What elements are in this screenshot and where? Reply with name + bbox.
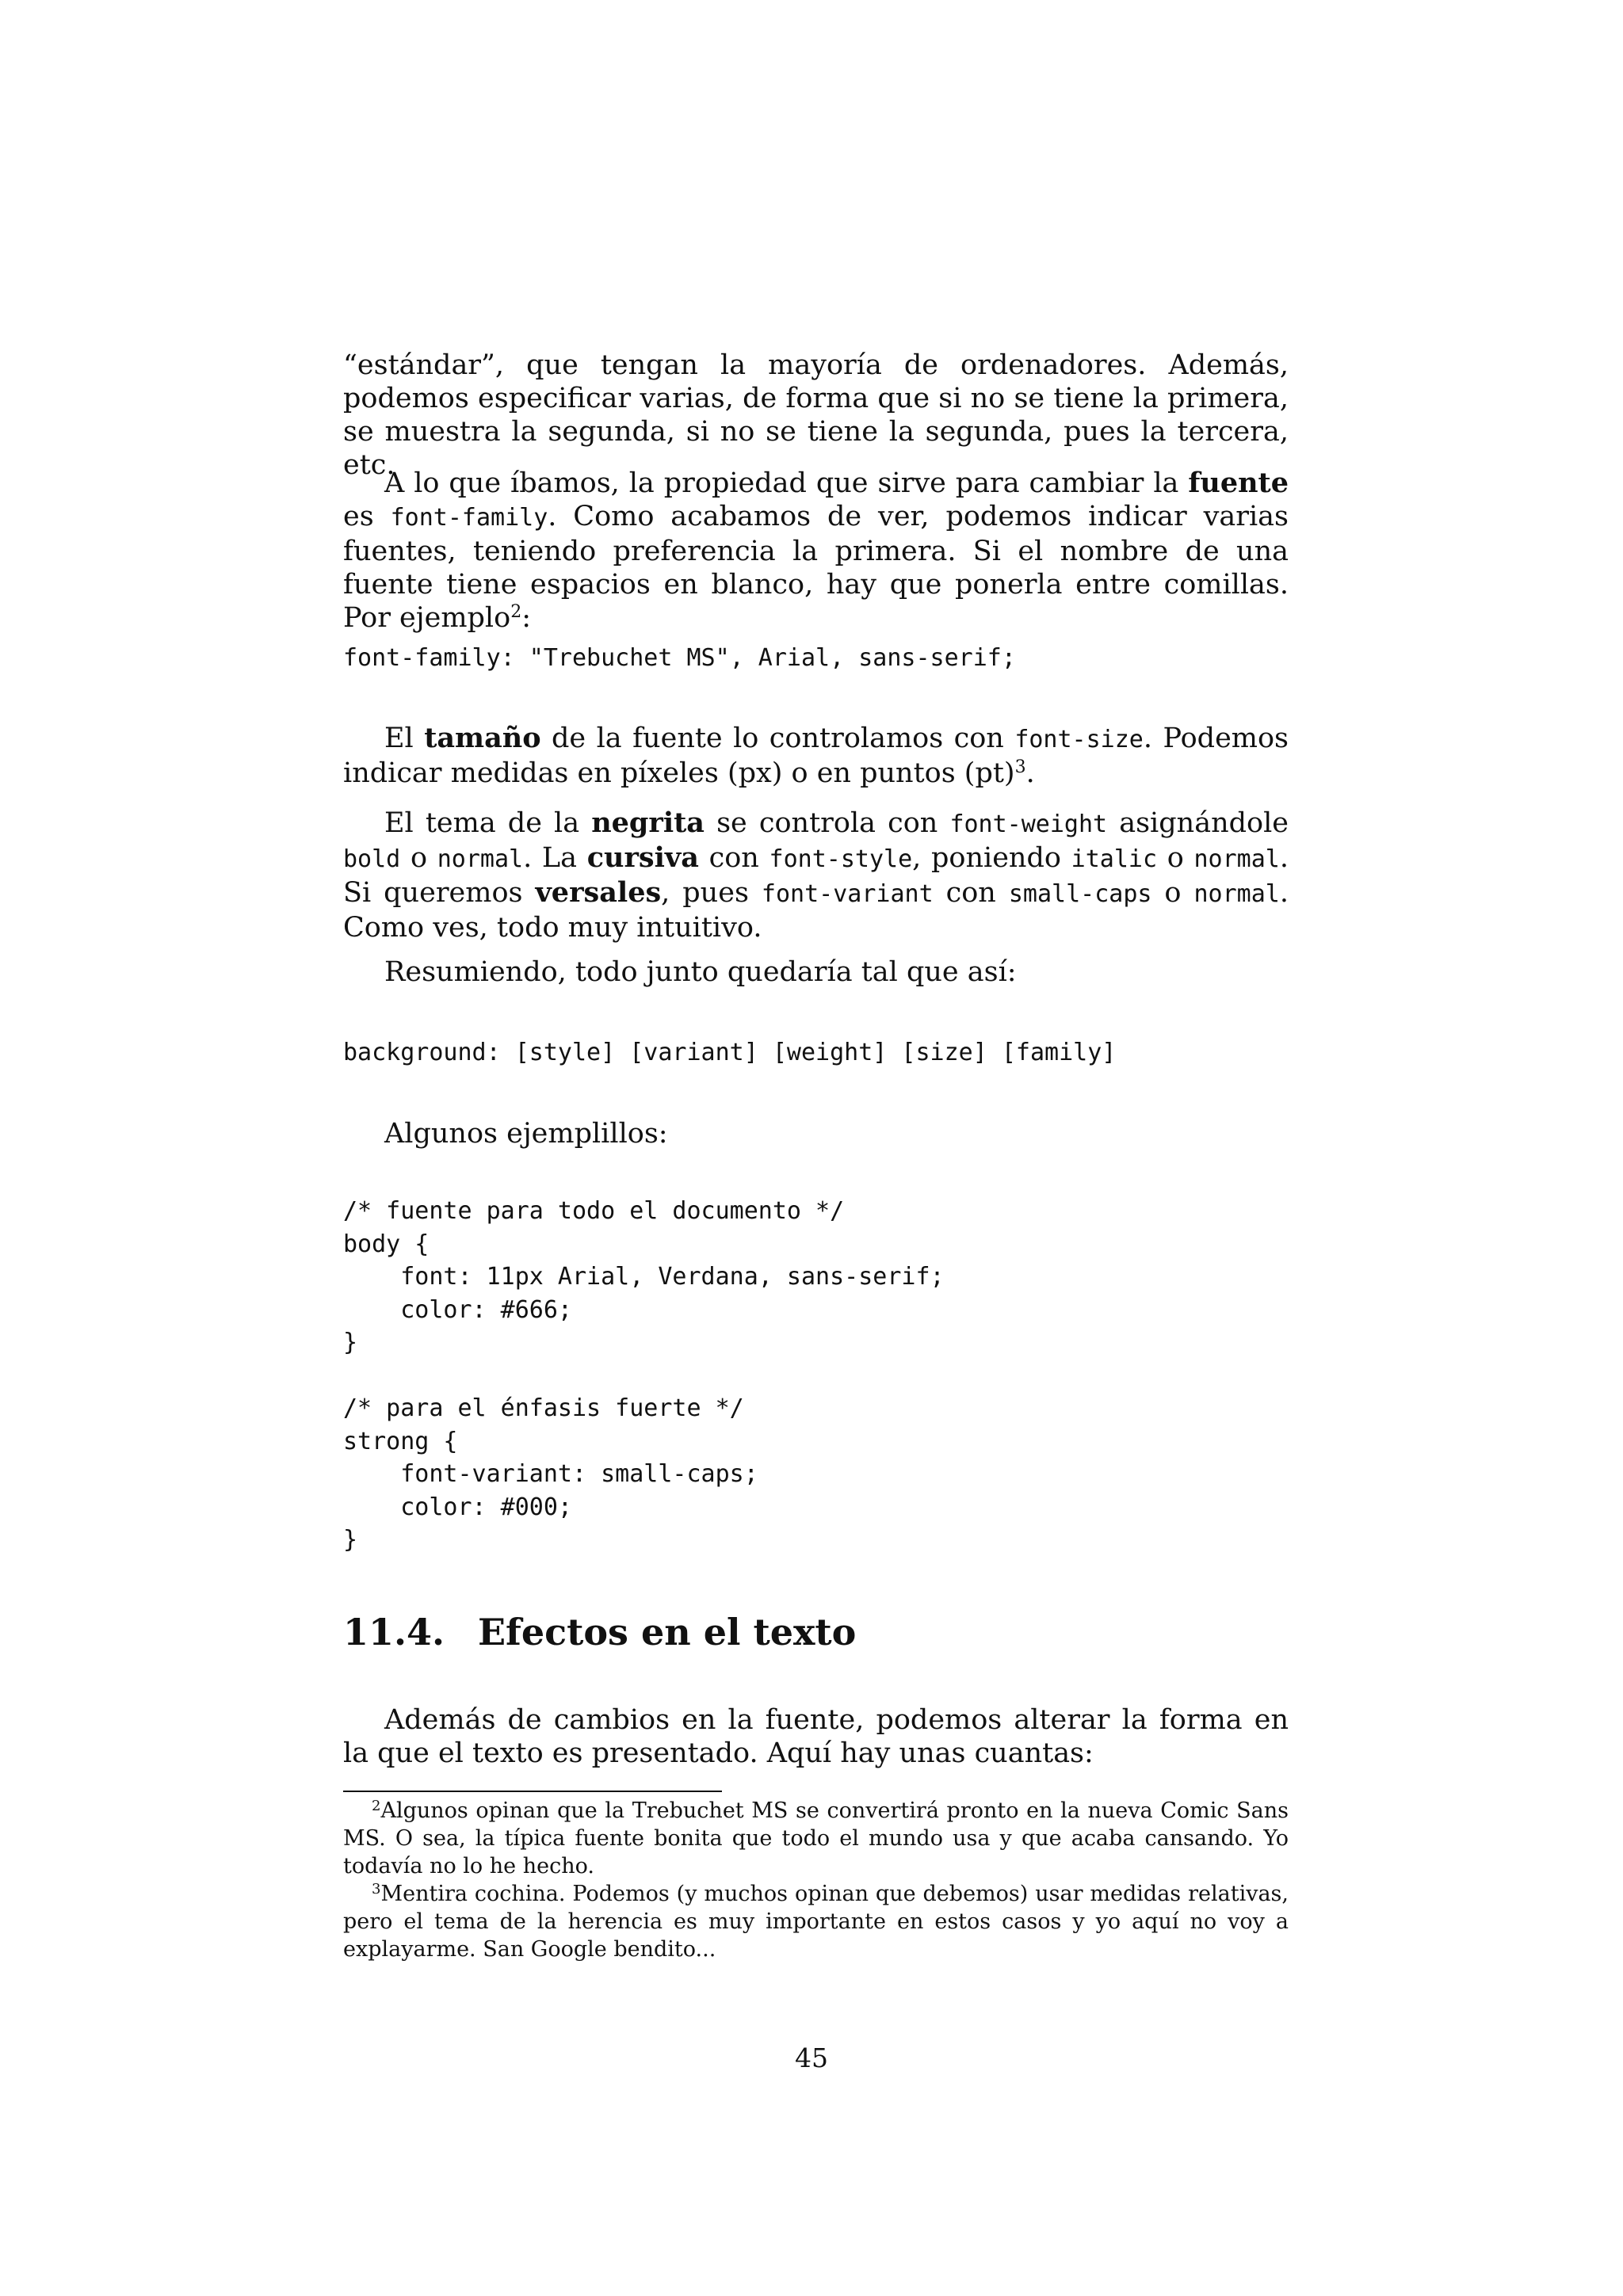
bold-term: versales — [535, 876, 662, 909]
page-number: 45 — [795, 2042, 828, 2073]
paragraph-text — [343, 807, 1289, 944]
paragraph-text: Resumiendo, todo junto quedaría tal que así: — [384, 956, 1017, 988]
text-run: de la fuente lo controlamos con — [540, 723, 1015, 754]
footnote-reference: 2 — [510, 602, 522, 622]
paragraph-text: Algunos ejemplillos: — [384, 1118, 668, 1150]
section-title: Efectos en el texto — [478, 1611, 857, 1653]
inline-code: normal — [1193, 845, 1280, 873]
text-run: . Si queremos — [343, 842, 1289, 909]
paragraph-text: “estándar”, que tengan la mayoría de ordenadores. Además, podemos especificar varias, de forma que si no se tiene la primera, se muestra la segunda, si no se tiene la segunda, pues la tercera, etc. — [343, 349, 1289, 481]
text-run: o — [400, 842, 437, 874]
text-run: , poniendo — [912, 842, 1071, 874]
text-run: o — [1151, 877, 1194, 909]
inline-code: font-weight — [949, 810, 1108, 838]
text-run: es — [343, 501, 391, 532]
bold-term: tamaño — [424, 722, 541, 754]
footnote-text: Mentira cochina. Podemos (y muchos opinan que debemos) usar medidas relativas, pero el tema de la herencia es muy importante en estos casos y yo aquí no voy a explayarme. San Google bendito... — [343, 1882, 1289, 1962]
text-run: con — [698, 842, 769, 874]
paragraph-examples — [343, 1117, 1289, 1150]
inline-code: italic — [1071, 845, 1158, 873]
footnote-text: Algunos opinan que la Trebuchet MS se convertirá pronto en la nueva Comic Sans MS. O sea, la típica fuente bonita que todo el mundo usa y que acaba cansando. Yo todavía no lo he hecho. — [343, 1798, 1289, 1878]
code-block-font-shorthand: background: [style] [variant] [weight] [size] [family] — [343, 1039, 1117, 1066]
text-run: . La — [523, 842, 587, 874]
footnotes — [343, 1797, 1289, 1963]
footnote-reference: 3 — [1014, 757, 1026, 777]
footnote-mark: 3 — [372, 1881, 381, 1897]
paragraph-text: Además de cambios en la fuente, podemos alterar la forma en la que el texto es presentado. Aquí hay unas cuantas: — [343, 1704, 1289, 1769]
inline-code: font-size — [1014, 726, 1144, 753]
inline-code: normal — [1193, 880, 1280, 908]
footnote — [343, 1880, 1289, 1963]
paragraph-font-size — [343, 722, 1289, 790]
code-block-examples: /* fuente para todo el documento */ body { font: 11px Arial, Verdana, sans-serif; color: #666; } /* para el énfasis fuerte */ strong { font-variant: small-caps; color: #000; } — [343, 1197, 945, 1554]
bold-term: cursiva — [586, 841, 699, 874]
paragraph-continuation — [343, 349, 1289, 482]
inline-code: normal — [437, 845, 524, 873]
text-run: . Como acabamos de ver, podemos indicar varias fuentes, teniendo preferencia la primera. Si el nombre de una fuente tiene espacios en blanco, hay que ponerla entre comillas. Por ejemplo — [343, 501, 1289, 634]
inline-code: font-variant — [761, 880, 934, 908]
footnote — [343, 1797, 1289, 1880]
bold-term: fuente — [1188, 467, 1289, 499]
text-run: : — [521, 602, 531, 634]
footnote-mark: 2 — [372, 1798, 381, 1814]
paragraph-text-effects — [343, 1703, 1289, 1770]
section-number: 11.4. — [343, 1611, 445, 1653]
text-run: . Podemos indicar medidas en píxeles (px) o en puntos (pt) — [343, 723, 1289, 789]
text-run: asignándole — [1107, 807, 1289, 839]
text-run: El — [384, 723, 425, 754]
bold-term: negrita — [591, 807, 705, 839]
inline-code: font-family — [390, 504, 548, 532]
paragraph-font-family — [343, 467, 1289, 635]
section-heading — [343, 1608, 856, 1656]
paragraph-summary — [343, 955, 1289, 989]
inline-code: small-caps — [1008, 880, 1152, 908]
text-run: se controla con — [704, 807, 950, 839]
text-run: , pues — [661, 877, 762, 909]
text-run: A lo que íbamos, la propiedad que sirve para cambiar la — [384, 467, 1189, 499]
paragraph-text — [343, 467, 1289, 635]
text-run: o — [1157, 842, 1194, 874]
paragraph-text — [343, 722, 1289, 790]
code-block-font-family: font-family: "Trebuchet MS", Arial, sans-serif; — [343, 644, 1016, 672]
paragraph-font-weight — [343, 807, 1289, 944]
inline-code: bold — [343, 845, 401, 873]
text-run: con — [933, 877, 1009, 909]
inline-code: font-style — [769, 845, 913, 873]
text-run: El tema de la — [384, 807, 592, 839]
text-run: . Como ves, todo muy intuitivo. — [343, 877, 1289, 944]
text-run: . — [1025, 757, 1035, 789]
footnote-separator — [343, 1791, 722, 1792]
